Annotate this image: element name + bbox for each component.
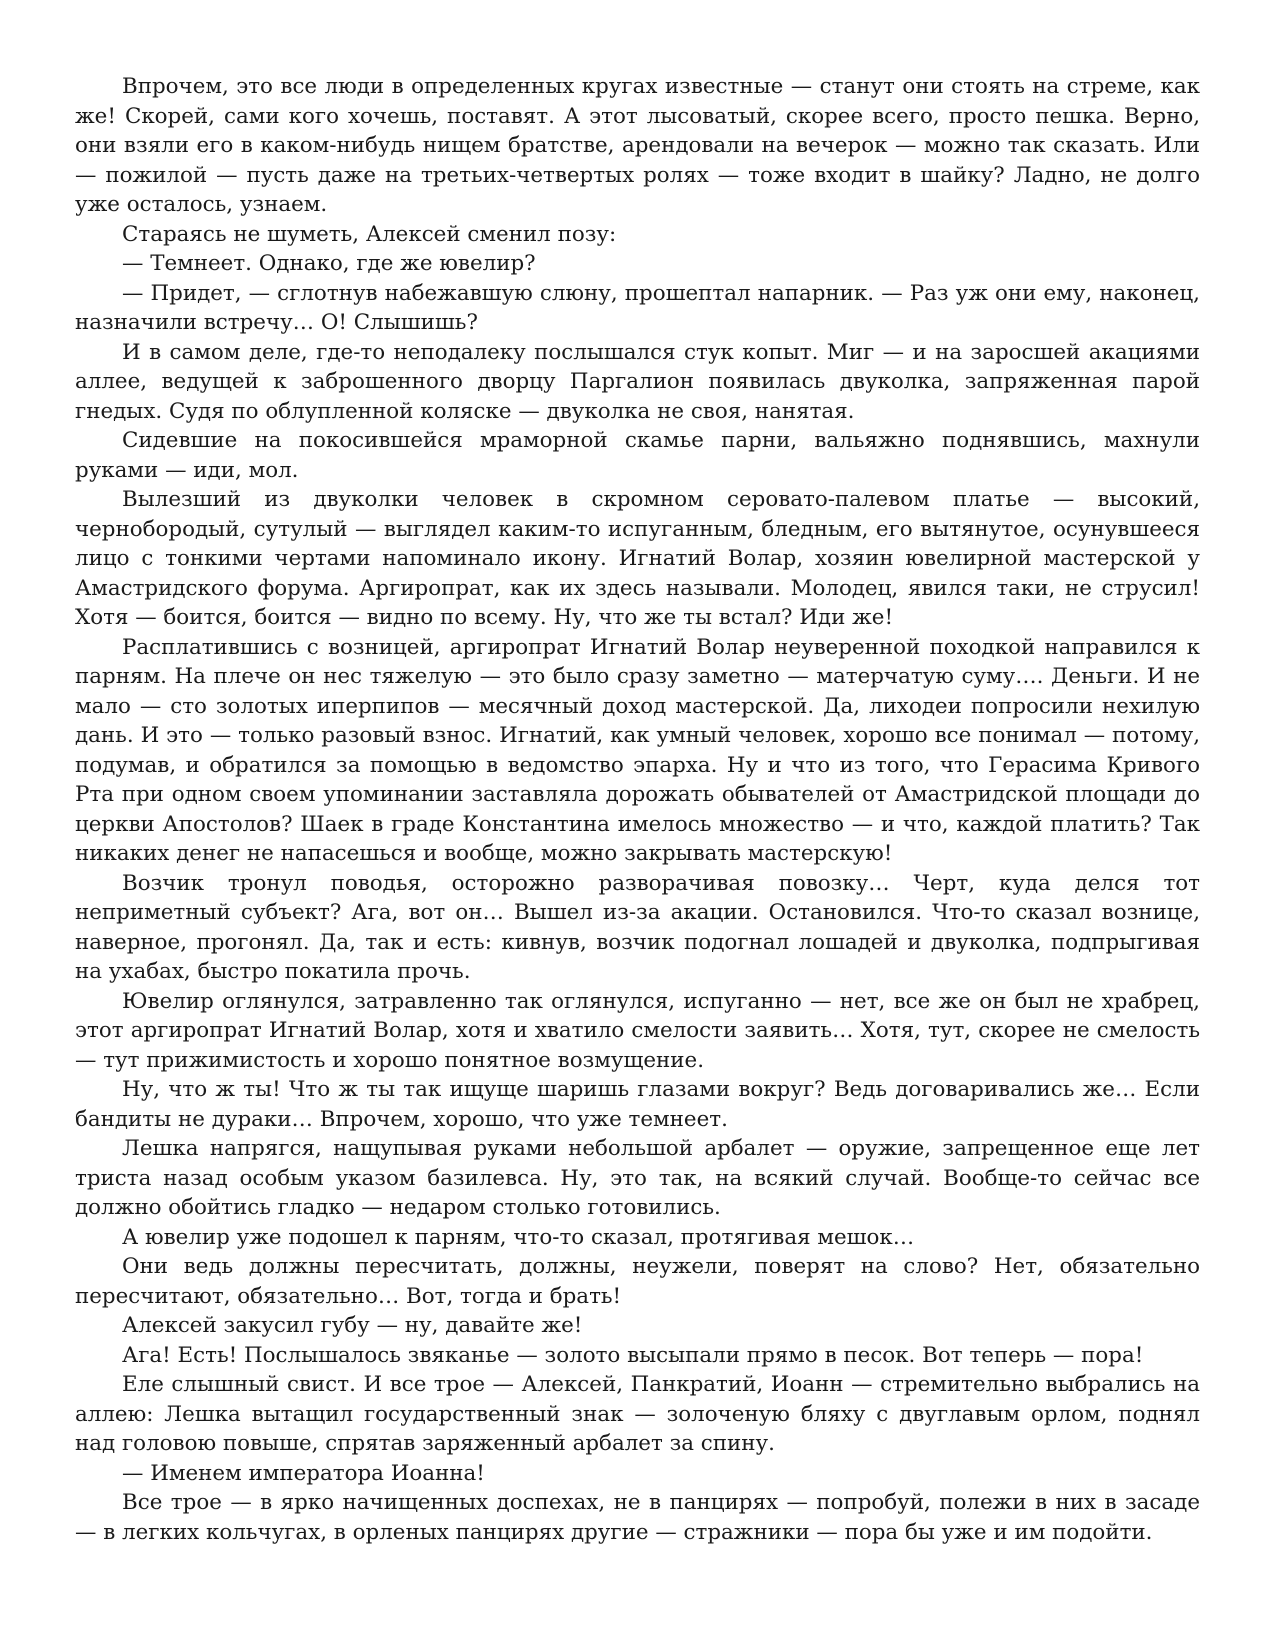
paragraph: Ага! Есть! Послышалось звяканье — золото высыпали прямо в песок. Вот теперь — пора!	[122, 1342, 1144, 1368]
paragraph: Вылезший из двуколки человек в скромном серовато-палевом платье — высокий, чернобородый, сутулый — выглядел каким-то испуганным, бледным, его вытянутое, осунувшееся лицо с тонкими чертами напоминало икону. Игнатий Волар, хозяин ювелирной мастерской у Амастридского форума. Аргиропрат, как их здесь называли. Молодец, явился таки, не струсил! Хотя — боится, боится — видно по всему. Ну, что же ты встал? Иди же!	[75, 487, 1200, 630]
paragraph: Алексей закусил губу — ну, давайте же!	[122, 1313, 583, 1338]
paragraph: Сидевшие на покосившейся мраморной скамье парни, вальяжно поднявшись, махнули руками — иди, мол.	[75, 428, 1200, 483]
paragraph: Впрочем, это все люди в определенных кругах известные — станут они стоять на стреме, как же! Скорей, сами кого хочешь, поставят. А этот лысоватый, скорее всего, просто пешка. Верно, они взяли его в каком-нибудь нищем братстве, арендовали на вечерок — можно так сказать. Или — пожилой — пусть даже на третьих-четвертых ролях — тоже входит в шайку? Ладно, не долго уже осталось, узнаем.	[75, 74, 1200, 217]
paragraph: И в самом деле, где-то неподалеку послышался стук копыт. Миг — и на заросшей акациями аллее, ведущей к заброшенного дворцу Паргалион появилась двуколка, запряженная парой гнедых. Судя по облупленной коляске — двуколка не своя, нанятая.	[75, 339, 1200, 424]
paragraph: Лешка напрягся, нащупывая руками небольшой арбалет — оружие, запрещенное еще лет триста назад особым указом базилевса. Ну, это так, на всякий случай. Вообще-то сейчас все должно обойтись гладко — недаром столько готовились.	[75, 1136, 1200, 1220]
paragraph: — Темнеет. Однако, где же ювелир?	[122, 251, 536, 276]
paragraph: Ну, что ж ты! Что ж ты так ищуще шаришь глазами вокруг? Ведь договаривались же… Если бандиты не дураки… Впрочем, хорошо, что уже темнеет.	[75, 1077, 1200, 1132]
paragraph: — Именем императора Иоанна!	[122, 1460, 485, 1486]
paragraph: — Придет, — сглотнув набежавшую слюну, прошептал напарник. — Раз уж они ему, наконец, назначили встречу… О! Слышишь?	[75, 280, 1200, 335]
paragraph: Ювелир оглянулся, затравленно так оглянулся, испуганно — нет, все же он был не храбрец, этот аргиропрат Игнатий Волар, хотя и хватило смелости заявить… Хотя, тут, скорее не смелость — тут прижимистость и хорошо понятное возмущение.	[75, 988, 1200, 1073]
document-page	[75, 72, 1200, 1592]
paragraph: Еле слышный свист. И все трое — Алексей, Панкратий, Иоанн — стремительно выбрались на аллею: Лешка вытащил государственный знак — золоченую бляху с двуглавым орлом, поднял над головою повыше, спрятав заряженный арбалет за спину.	[75, 1372, 1200, 1456]
paragraph: А ювелир уже подошел к парням, что-то сказал, протягивая мешок…	[122, 1224, 915, 1250]
paragraph: Возчик тронул поводья, осторожно разворачивая повозку… Черт, куда делся тот неприметный субъект? Ага, вот он… Вышел из-за акации. Остановился. Что-то сказал вознице, наверное, прогонял. Да, так и есть: кивнув, возчик подогнал лошадей и двуколка, подпрыгивая на ухабах, быстро покатила прочь.	[75, 870, 1200, 984]
paragraph: Расплатившись с возницей, аргиропрат Игнатий Волар неуверенной походкой направился к парням. На плече он нес тяжелую — это было сразу заметно — матерчатую суму…. Деньги. И не мало — сто золотых иперпипов — месячный доход мастерской. Да, лиходеи попросили нехилую дань. И это — только разовый взнос. Игнатий, как умный человек, хорошо все понимал — потому, подумав, и обратился за помощью в ведомство эпарха. Ну и что из того, что Герасима Кривого Рта при одном своем упоминании заставляла дорожать обывателей от Амастридской площади до церкви Апостолов? Шаек в граде Константина имелось множество — и что, каждой платить? Так никаких денег не напасешься и вообще, можно закрывать мастерскую!	[75, 634, 1200, 866]
paragraph: Стараясь не шуметь, Алексей сменил позу:	[122, 221, 617, 247]
paragraph: Все трое — в ярко начищенных доспехах, не в панцирях — попробуй, полежи в них в засаде — в легких кольчугах, в орленых панцирях другие — стражники — пора бы уже и им подойти.	[75, 1490, 1200, 1545]
paragraph: Они ведь должны пересчитать, должны, неужели, поверят на слово? Нет, обязательно пересчитают, обязательно… Вот, тогда и брать!	[75, 1254, 1200, 1309]
